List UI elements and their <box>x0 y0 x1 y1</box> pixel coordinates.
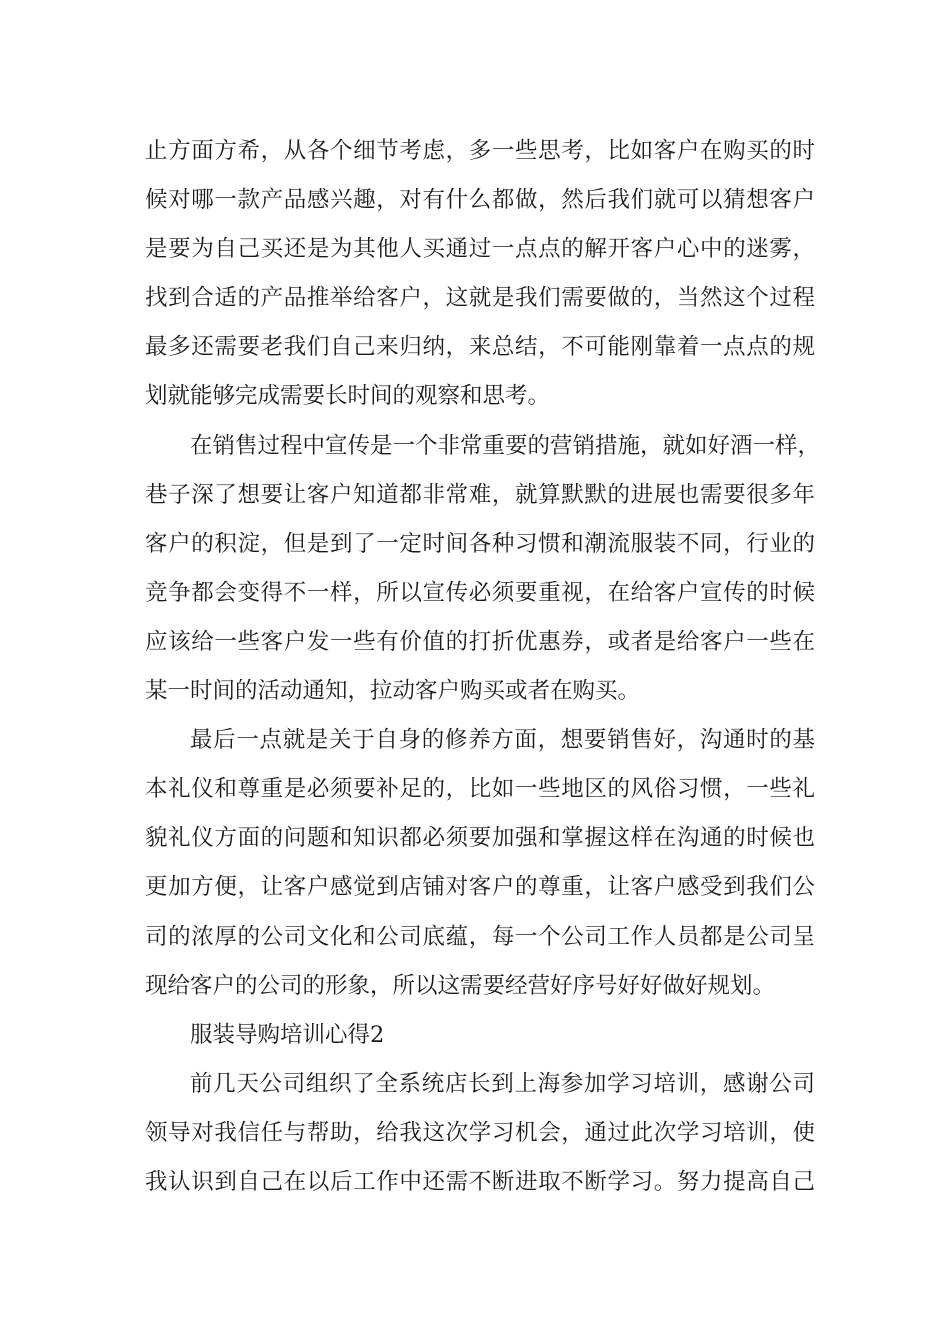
text-line: 最多还需要老我们自己来归纳，来总结，不可能刚靠着一点点的规 <box>145 334 815 361</box>
text-line: 现给客户的公司的形象，所以这需要经营好序号好好做好规划。 <box>145 972 776 999</box>
text-line: 貌礼仪方面的问题和知识都必须要加强和掌握这样在沟通的时候也 <box>145 825 815 852</box>
text-line: 更加方便，让客户感觉到店铺对客户的尊重，让客户感受到我们公 <box>145 874 815 901</box>
text-line: 在销售过程中宣传是一个非常重要的营销措施，就如好酒一样， <box>190 432 821 459</box>
text-line: 止方面方希，从各个细节考虑，多一些思考，比如客户在购买的时 <box>145 138 815 164</box>
text-line: 司的浓厚的公司文化和公司底蕴，每一个公司工作人员都是公司呈 <box>145 923 815 950</box>
section-heading: 服装导购培训心得2 <box>190 1021 385 1048</box>
text-line: 巷子深了想要让客户知道都非常难，就算默默的进展也需要很多年 <box>145 481 815 508</box>
text-line: 领导对我信任与帮助，给我这次学习机会，通过此次学习培训，使 <box>145 1119 815 1146</box>
text-line: 候对哪一款产品感兴趣，对有什么都做，然后我们就可以猜想客户 <box>145 187 815 214</box>
text-line: 找到合适的产品推举给客户，这就是我们需要做的，当然这个过程 <box>145 285 815 312</box>
text-line: 竞争都会变得不一样，所以宣传必须要重视，在给客户宣传的时候 <box>145 579 815 606</box>
text-line: 客户的积淀，但是到了一定时间各种习惯和潮流服装不同，行业的 <box>145 530 815 557</box>
text-line: 某一时间的活动通知，拉动客户购买或者在购买。 <box>145 678 641 705</box>
text-line: 本礼仪和尊重是必须要补足的，比如一些地区的风俗习惯，一些礼 <box>145 776 815 803</box>
document-body <box>145 127 821 1207</box>
text-line: 是要为自己买还是为其他人买通过一点点的解开客户心中的迷雾， <box>145 236 815 263</box>
text-line: 我认识到自己在以后工作中还需不断进取不断学习。努力提高自己 <box>145 1168 815 1195</box>
text-line: 应该给一些客户发一些有价值的打折优惠券，或者是给客户一些在 <box>145 628 815 655</box>
text-line: 划就能够完成需要长时间的观察和思考。 <box>145 383 551 410</box>
text-line: 前几天公司组织了全系统店长到上海参加学习培训，感谢公司 <box>190 1070 815 1097</box>
text-line: 最后一点就是关于自身的修养方面，想要销售好，沟通时的基 <box>190 727 815 754</box>
